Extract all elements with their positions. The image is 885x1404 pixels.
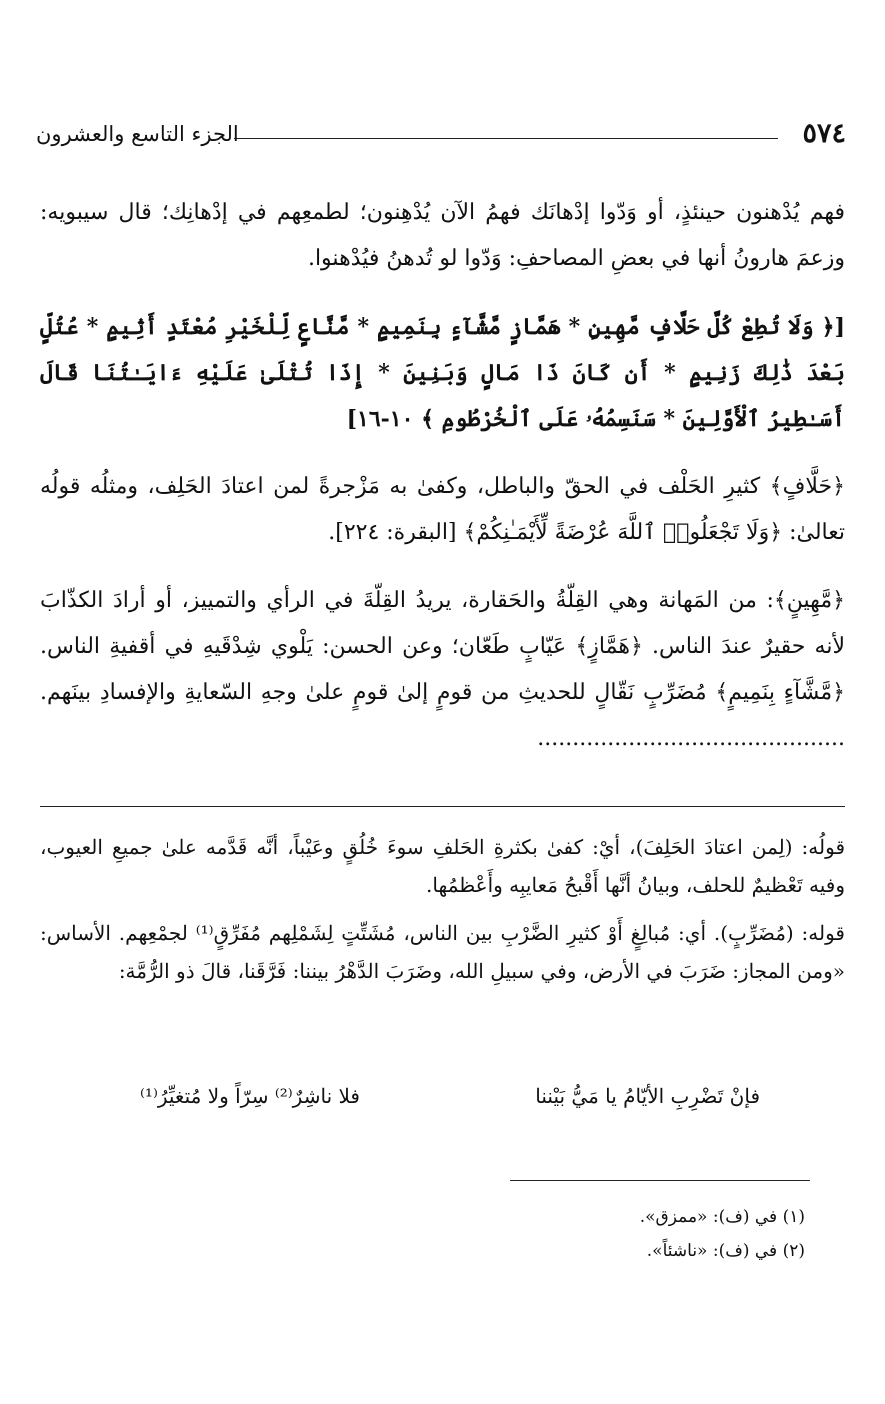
footnote-divider xyxy=(510,1180,810,1181)
paragraph-mahin xyxy=(40,578,845,762)
verse-second-hemistich: فلا ناشِرٌ⁽²⁾ سِرّاً ولا مُتغيِّرُ⁽¹⁾ xyxy=(140,1084,360,1108)
footnotes xyxy=(305,1200,805,1268)
continuation-dots: ............................................ xyxy=(537,726,845,751)
page-header xyxy=(36,118,846,158)
footnote-1: (١) في (ف): «ممزق». xyxy=(639,1207,805,1227)
commentary-note-2: قوله: (مُضَرِّبٍ). أي: مُبالِغٍ أَوْ كثيرِ الضَّرْبِ بين الناس، مُشَتِّتٍ لِشَمْلِهم مُفَرِّقٍ⁽¹⁾ لجمْعِهم. الأساس: «ومن المجاز: ضَرَبَ في الأرض، وفي سبيلِ الله، وضَرَبَ الدَّهْرُ بيننا: فَرَّقَنا، قالَ ذو الرُّمَّة: xyxy=(40,921,845,983)
running-title: الجزء التاسع والعشرون xyxy=(36,122,239,146)
poetry-verse xyxy=(140,1084,760,1124)
paragraph-1: فهم يُدْهنون حينئذٍ، أو وَدّوا إدْهانَك فهمُ الآن يُدْهِنون؛ لطمعِهم في إدْهانِك؛ قال سيبويه: وزعمَ هارونُ أنها في بعضِ المصاحفِ: وَدّوا لو تُدهنُ فيُدْهنوا. xyxy=(40,200,845,271)
paragraph-hallaf: ﴿حَلَّافٍ﴾ كثيرِ الحَلْف في الحقّ والباطل، وكفىٰ به مَزْجرةً لمن اعتادَ الحَلِف، ومثلُه قولُه تعالىٰ: ﴿وَلَا تَجْعَلُوا۟ ٱللَّهَ عُرْضَةً لِّأَيْمَـٰنِكُمْ﴾ [البقرة: ٢٢٤]. xyxy=(40,474,845,545)
paragraph-mahin-text: ﴿مَّهِينٍ﴾: من المَهانة وهي القِلّةُ والحَقارة، يريدُ القِلّةَ في الرأي والتمييز، أو أرادَ الكذّابَ لأنه حقيرٌ عندَ الناس. ﴿هَمَّازٍ﴾ عَيّابٍ طَعّان؛ وعن الحسن: يَلْوي شِدْقَيهِ في أقفيةِ الناس. ﴿مَّشَّآءٍ بِنَمِيمٍ﴾ مُضَرِّبٍ نَقّالٍ للحديثِ من قومٍ إلىٰ قومٍ علىٰ وجهِ السّعايةِ والإفسادِ بينَهم. xyxy=(40,588,845,705)
footnote-2: (٢) في (ف): «ناشئاً». xyxy=(646,1241,805,1261)
commentary xyxy=(40,828,845,1000)
commentary-divider xyxy=(40,806,845,807)
commentary-note-1: قولُه: (لِمن اعتادَ الحَلِفَ)، أيْ: كفىٰ بكثرةِ الحَلفِ سوءَ خُلُقٍ وعَيْباً، أنَّه قَدَّمه علىٰ جميعِ العيوب، وفيه تَعْظيمٌ للحلف، وبيانُ أنَّها أَقْبحُ مَعايبِه وأَعْظمُها. xyxy=(40,835,845,897)
verse-first-hemistich: فإنْ تَضْرِبِ الأيّامُ يا مَيُّ بَيْننا xyxy=(535,1084,760,1108)
main-text xyxy=(40,190,845,762)
page-number: ٥٧٤ xyxy=(802,118,846,149)
header-rule xyxy=(234,138,778,139)
quran-verses: [﴿ وَلَا تُطِعْ كُلَّ حَلَّافٍ مَّهِينٍ * هَمَّازٍ مَّشَّآءٍ بِنَمِيمٍ * مَّنَّاعٍ لِّلْخَيْرِ مُعْتَدٍ أَثِيمٍ * عُتُلٍّ بَعْدَ ذَٰلِكَ زَنِيمٍ * أَن كَانَ ذَا مَالٍ وَبَنِينَ * إِذَا تُتْلَىٰ عَلَيْهِ ءَايَـٰتُنَا قَالَ أَسَـٰطِيرُ ٱلْأَوَّلِينَ * سَنَسِمُهُۥ عَلَى ٱلْخُرْطُومِ ﴾ ١٠-١٦] xyxy=(40,314,845,432)
